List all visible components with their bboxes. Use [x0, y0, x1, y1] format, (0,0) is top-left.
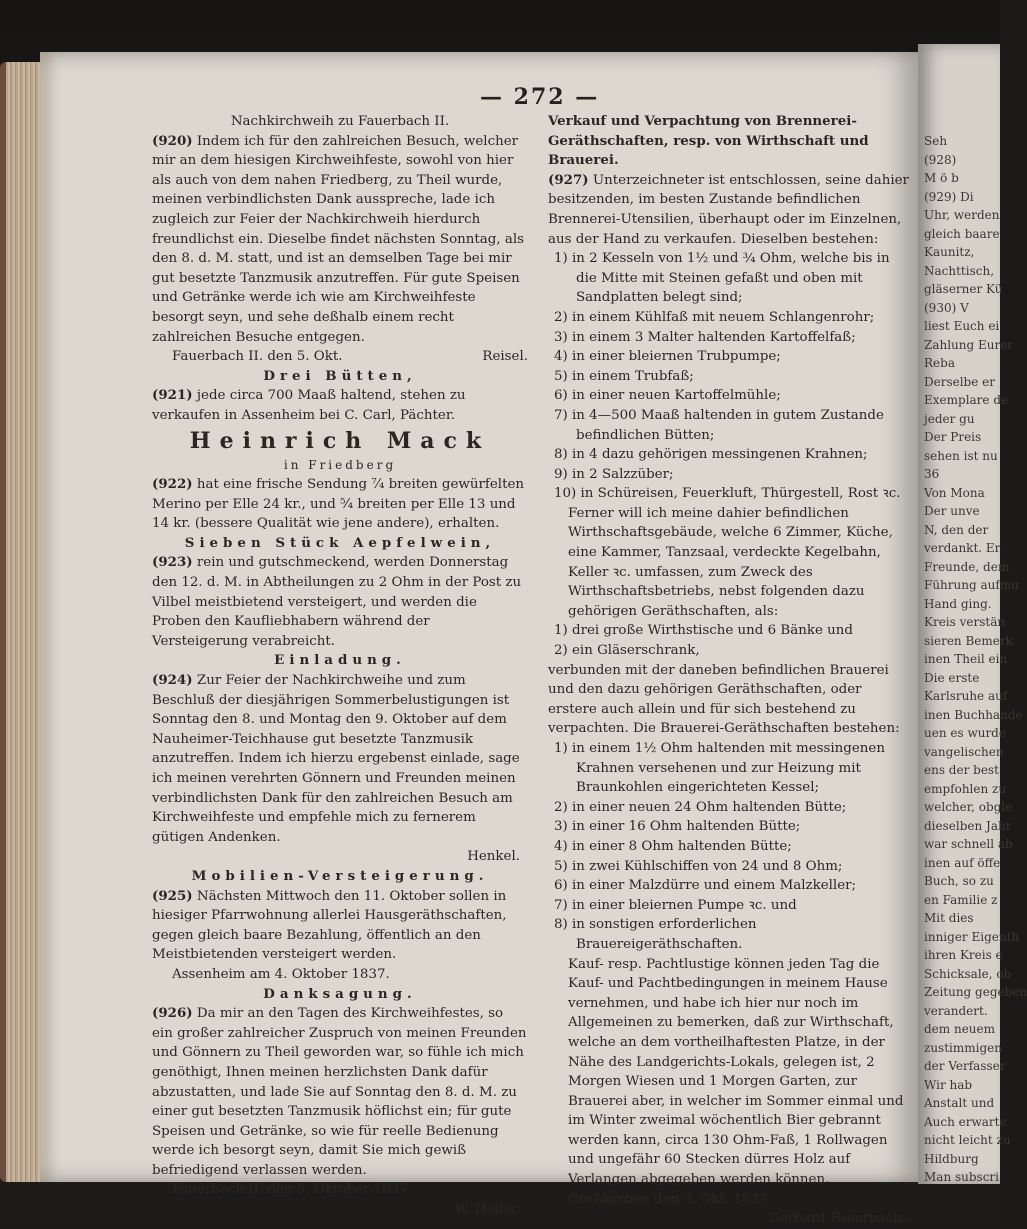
ad-text: Da mir an den Tagen des Kirchweihfestes, so ein großer zahlreicher Zuspruch von meinen Freunden und Gönnern zu Theil geworden war, so fühle ich mich genöthigt, Ihnen meinen herzlichsten Dank dafür abzustatten, und lade Sie auf Sonntag den 8. d. M. zu einer gut besetzten Tanzmusik höflichst ein; für gute Speisen und Getränke, so wie für reelle Bedienung werde ich besorgt seyn, damit Sie mich gewiß befriedigend verlassen werden.	[152, 1006, 527, 1178]
next-page-text-fragment: Seh	[924, 134, 948, 148]
list-item: 6) in einer Malzdürre und einem Malzkeller;	[554, 878, 857, 894]
next-page-text-fragment: verandert.	[924, 1003, 988, 1018]
next-page-text-fragment: Die erste	[924, 670, 980, 685]
ad-number: (922)	[152, 476, 193, 493]
ad-number: (920)	[152, 132, 193, 149]
inn-items-list	[548, 621, 914, 660]
next-page-text-fragment: Nachttisch,	[924, 263, 995, 278]
next-page-text-fragment: Derselbe er	[924, 374, 995, 389]
next-page-text-fragment: Exemplare de	[924, 393, 1009, 407]
page-number: — 272 —	[480, 84, 600, 110]
ad-number: (921)	[152, 387, 193, 404]
ad-926-signature-place: Fauerbach II. den 5. Oktober 1837.	[172, 1182, 412, 1198]
next-page-text-fragment: 36	[924, 467, 940, 481]
next-page-text-fragment: N, den der	[924, 522, 989, 537]
list-item: 4) in einer bleiernen Trubpumpe;	[554, 349, 781, 365]
next-page-text-fragment: Freunde, dem	[924, 559, 1010, 574]
next-page-text-fragment: Der Preis	[924, 430, 982, 444]
list-item: 8) in 4 dazu gehörigen messingenen Krahnen;	[554, 447, 868, 463]
ad-text: rein und gutschmeckend, werden Donnerstag den 12. d. M. in Abtheilungen zu 2 Ohm in der Post zu Vilbel meistbietend versteigert, und werden die Proben den Kaufliebhabern während der Versteigerung verabreicht.	[152, 555, 522, 649]
ad-925-title: Mobilien-Versteigerung.	[191, 867, 489, 884]
signature-name: Reisel.	[482, 349, 528, 365]
next-page-text-fragment: Hildburg	[924, 1151, 979, 1166]
next-page-text-fragment: dem neuem	[924, 1022, 996, 1036]
list-item: 7) in 4—500 Maaß haltenden in gutem Zustande befindlichen Bütten;	[554, 407, 884, 443]
ad-920-header: Nachkirchweih zu Fauerbach II.	[230, 114, 450, 129]
list-item: 1) in einem 1½ Ohm haltenden mit messingenen Krahnen versehenen und zur Heizung mit Braunkohlen eingerichteten Kessel;	[554, 741, 885, 796]
ad-926-signature-name: W. Holler.	[454, 1202, 520, 1218]
next-page-text-fragment: Reba	[924, 356, 955, 370]
ad-920-signature	[152, 347, 528, 367]
next-page-text-fragment: gläserner Kü	[924, 282, 1003, 296]
next-page-text-fragment: Mit dies	[924, 911, 974, 925]
ad-text: Zur Feier der Nachkirchweihe und zum Beschluß der diesjährigen Sommerbelustigungen ist Sonntag den 8. und Montag den 9. Oktober auf dem Nauheimer-Teichhause gut besetzte Tanzmusik anzutreffen. Indem ich hierzu ergebenst einlade, sage ich meinen verehrten Gönnern und Freunden meinen verbindlichsten Dank für den zahlreichen Besuch am Kirchweihfeste und empfehle mich zu fernerem gütigen Andenken.	[152, 673, 520, 845]
next-page-text-fragment: der Verfasser	[924, 1059, 1006, 1073]
next-page-text-fragment: ens der best	[924, 763, 999, 777]
next-page-text-fragment: zustimmigen	[924, 1040, 1002, 1055]
list-item: 2) ein Gläserschrank,	[554, 643, 700, 659]
ad-927-signature-name: Gerhard Fauerbach.	[768, 1211, 906, 1227]
brewery-items-list	[548, 739, 914, 955]
next-page-text-fragment: Schicksale, ob	[924, 966, 1012, 981]
list-item: 2) in einem Kühlfaß mit neuem Schlangenrohr;	[554, 309, 875, 325]
next-page-text-fragment: empfohlen zu	[924, 781, 1007, 796]
ad-920	[152, 132, 528, 348]
list-item: 2) in einer neuen 24 Ohm haltenden Bütte;	[554, 799, 847, 815]
ad-927-header: Verkauf und Verpachtung von Brennerei-Geräthschaften, resp. von Wirthschaft und Brauerei.	[548, 113, 869, 169]
ad-number: (927)	[548, 171, 589, 188]
ad-924-title: Einladung.	[274, 652, 406, 669]
next-page-text-fragment: Zahlung Eurer	[924, 337, 1014, 352]
next-page-text-fragment: dieselben Jahr	[924, 818, 1012, 833]
ad-921	[152, 386, 528, 425]
right-column	[548, 112, 914, 1229]
ad-number: (923)	[152, 554, 193, 571]
next-page-text-fragment: verdankt. Er	[924, 541, 1001, 555]
next-page-text-fragment: uen es wurde	[924, 726, 1006, 740]
ad-927-para-terms: Kauf- resp. Pachtlustige können jeden Tag die Kauf- und Pachtbedingungen in meinem Hause vernehmen, und habe ich hier nur noch im Allgemeinen zu bemerken, daß zur Wirthschaft, welche an dem vortheilhaftesten Platze, in der Nähe des Landgerichts-Lokals, gelegen ist, 2 Morgen Wiesen und 1 Morgen Garten, zur Brauerei aber, in welcher im Sommer einmal und im Winter zweimal wöchentlich Bier gebrannt werden kann, circa 130 Ohm-Faß, 1 Rollwagen und ungefähr 60 Stecken dürres Holz auf Verlangen abgegeben werden können.	[568, 956, 904, 1188]
next-page-text-fragment: Wir hab	[924, 1077, 973, 1092]
list-item: 1) drei große Wirthstische und 6 Bänke und	[554, 623, 853, 639]
ad-text: Nächsten Mittwoch den 11. Oktober sollen in hiesiger Pfarrwohnung allerlei Hausgeräthschaften, gegen gleich baare Bezahlung, öffentlich an den Meistbietenden versteigert werden.	[152, 888, 507, 963]
next-page-text-fragment: war schnell ab	[924, 837, 1013, 851]
ad-924-signature: Henkel.	[467, 849, 520, 865]
ad-number: (925)	[152, 887, 193, 904]
next-page-text-fragment: inen Theil ein	[924, 652, 1008, 666]
ad-927-para-brewery: verbunden mit der daneben befindlichen Brauerei und den dazu gehörigen Geräthschaften, oder erstere auch allein und für sich bestehend zu verpachten. Die Brauerei-Geräthschaften bestehen:	[548, 662, 900, 737]
next-page-text-fragment: vangelischen	[924, 744, 1004, 759]
next-page-text-fragment: en Familie z	[924, 892, 998, 907]
next-page-text-fragment: Kaunitz,	[924, 245, 975, 259]
distillery-items-list	[548, 249, 914, 504]
next-page-text-fragment: Auch erwarte	[924, 1114, 1007, 1129]
next-page-text-fragment: inniger Eigenth	[924, 929, 1020, 944]
list-item: 10) in Schüreisen, Feuerkluft, Thürgestell, Rost ꝛc.	[554, 486, 901, 502]
next-page-text-fragment: Der unve	[924, 504, 980, 518]
left-column	[152, 112, 528, 1220]
ad-923	[152, 553, 528, 651]
next-page-text-fragment: inen Buchhande	[924, 707, 1023, 722]
ad-number: (924)	[152, 672, 193, 689]
next-page-fragment	[918, 44, 1027, 1184]
list-item: 5) in einem Trubfaß;	[554, 368, 694, 384]
list-item: 4) in einer 8 Ohm haltenden Bütte;	[554, 838, 792, 854]
next-page-text-fragment: (928)	[924, 152, 957, 167]
list-item: 3) in einem 3 Malter haltenden Kartoffelfaß;	[554, 329, 856, 345]
next-page-text-fragment: M ö b	[924, 171, 959, 185]
ad-number: (926)	[152, 1005, 193, 1022]
ad-text: Indem ich für den zahlreichen Besuch, welcher mir an dem hiesigen Kirchweihfeste, sowohl von hier als auch von dem nahen Friedberg, zu Theil wurde, meinen verbindlichsten Dank ausspreche, lade ich zugleich zur Feier der Nachkirchweih hierdurch freundlichst ein. Dieselbe findet nächsten Sonntag, als den 8. d. M. statt, und ist an demselben Tage bei mir gut besetzte Tanzmusik anzutreffen. Für gute Speisen und Getränke werde ich wie am Kirchweihfeste besorgt seyn, und sehe deßhalb einem recht zahlreichen Besuche entgegen.	[152, 133, 524, 345]
ad-927-signature-place: Großkarben den 3. Okt. 1837.	[568, 1191, 772, 1207]
next-page-text-fragment: Zeitung gegeben	[924, 985, 1027, 999]
list-item: 6) in einer neuen Kartoffelmühle;	[554, 388, 781, 404]
list-item: 8) in sonstigen erforderlichen Brauereigeräthschaften.	[554, 917, 757, 952]
ad-922-merchant-name: Heinrich Mack	[189, 427, 491, 454]
next-page-text-fragment: sehen ist nu	[924, 448, 998, 463]
next-page-text-fragment: sieren Bemerk	[924, 633, 1013, 648]
ad-924	[152, 671, 528, 847]
next-page-text-fragment: Anstalt und	[924, 1096, 995, 1110]
list-item: 9) in 2 Salzzüber;	[554, 466, 674, 482]
ad-923-title: Sieben Stück Aepfelwein,	[184, 534, 496, 551]
next-page-text-fragment: Führung aufmu	[924, 578, 1019, 592]
next-page-text-fragment: Karlsruhe auf	[924, 689, 1008, 703]
ad-text: Unterzeichneter ist entschlossen, seine dahier besitzenden, im besten Zustande befindlichen Brennerei-Utensilien, überhaupt oder im Einzelnen, aus der Hand zu verkaufen. Dieselben bestehen:	[548, 172, 909, 247]
list-item: 1) in 2 Kesseln von 1½ und ¾ Ohm, welche bis in die Mitte mit Steinen gefaßt und oben mit Sandplatten belegt sind;	[554, 251, 890, 306]
next-page-text-fragment: Kreis verstän	[924, 615, 1006, 629]
next-page-text-fragment: jeder gu	[924, 411, 975, 426]
next-page-text-fragment: Hand ging.	[924, 596, 992, 611]
ad-925	[152, 887, 528, 965]
next-page-text-fragment: ihren Kreis e	[924, 948, 1003, 962]
ad-926	[152, 1004, 528, 1180]
next-page-text-fragment: Uhr, werden	[924, 208, 1000, 222]
signature-place: Fauerbach II. den 5. Okt.	[172, 349, 343, 365]
list-item: 5) in zwei Kühlschiffen von 24 und 8 Ohm;	[554, 858, 843, 874]
list-item: 7) in einer bleiernen Pumpe ꝛc. und	[554, 897, 797, 913]
next-page-text-fragment: welcher, obgle	[924, 800, 1013, 814]
next-page-text-fragment: liest Euch ei	[924, 319, 1000, 333]
ad-922-place: in Friedberg	[283, 457, 397, 472]
next-page-text-fragment: gleich baare	[924, 226, 1000, 241]
ad-925-signature: Assenheim am 4. Oktober 1837.	[172, 966, 390, 982]
ad-text: jede circa 700 Maaß haltend, stehen zu verkaufen in Assenheim bei C. Carl, Pächter.	[152, 388, 466, 423]
next-page-text-fragment: Man subscri	[924, 1170, 1000, 1184]
next-page-text-fragment: Buch, so zu	[924, 874, 994, 888]
next-page-text-fragment: inen auf öffe	[924, 855, 1001, 870]
next-page-text-fragment: nicht leicht zu	[924, 1133, 1011, 1147]
ad-927-para-inn: Ferner will ich meine dahier befindlichen Wirthschaftsgebäude, welche 6 Zimmer, Küche, eine Kammer, Tanzsaal, verdeckte Kegelbahn, Keller ꝛc. umfassen, zum Zweck des Wirthschaftsbetriebs, nebst folgenden dazu gehörigen Geräthschaften, als:	[568, 505, 893, 619]
next-page-text-fragment: Von Mona	[924, 485, 985, 500]
ad-922	[152, 475, 528, 534]
ad-927-intro	[548, 171, 914, 249]
ad-926-title: Danksagung.	[263, 985, 417, 1002]
ad-921-title: Drei Bütten,	[263, 367, 417, 384]
next-page-text-fragment: (929) Di	[924, 189, 974, 204]
list-item: 3) in einer 16 Ohm haltenden Bütte;	[554, 819, 801, 835]
ad-text: hat eine frische Sendung ⁷⁄₄ breiten gewürfelten Merino per Elle 24 kr., und ⁵⁄₄ breiten per Elle 13 und 14 kr. (bessere Qualität wie jene andere), erhalten.	[152, 477, 525, 532]
next-page-text-fragment: (930) V	[924, 300, 969, 315]
